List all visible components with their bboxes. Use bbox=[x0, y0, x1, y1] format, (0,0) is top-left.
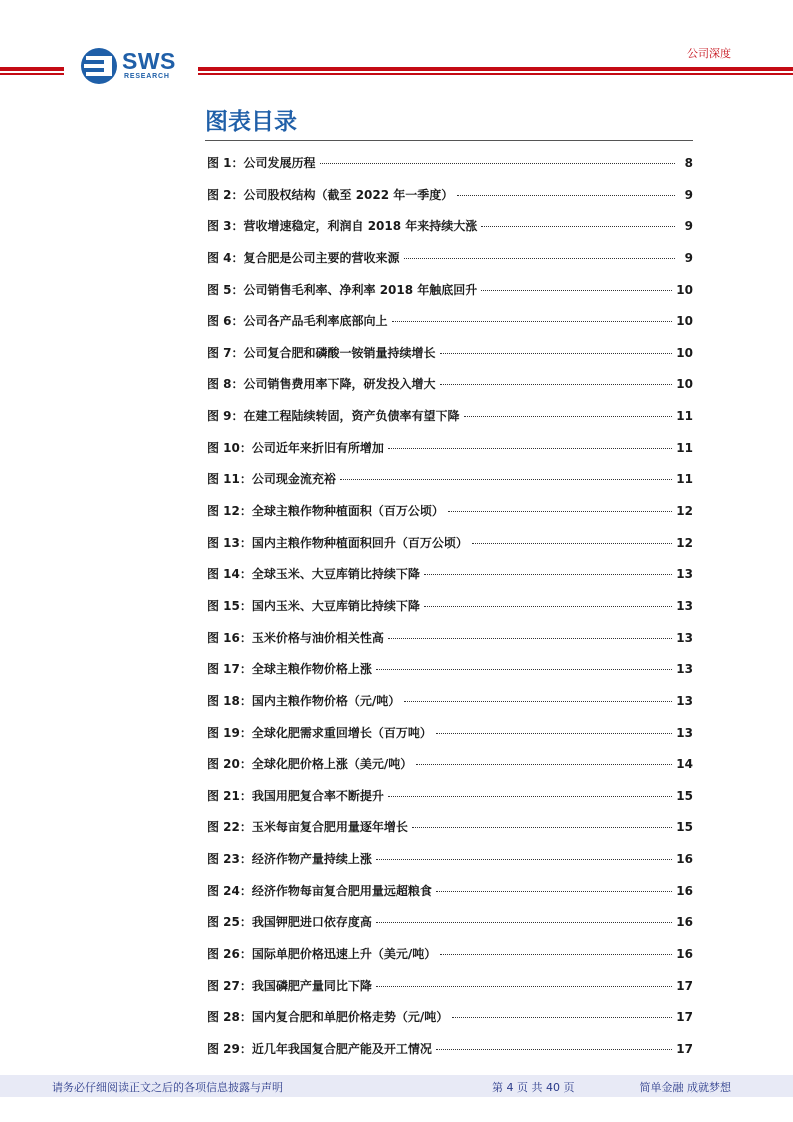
header-rule-right bbox=[198, 67, 793, 76]
toc-entry-page: 16 bbox=[676, 852, 693, 867]
toc-leader-dots bbox=[424, 606, 672, 607]
toc-entry-page: 11 bbox=[676, 440, 693, 455]
toc-entry[interactable] bbox=[207, 718, 693, 750]
toc-entry-label: 图 25：我国钾肥进口依存度高 bbox=[207, 915, 372, 930]
toc-entry-page: 16 bbox=[676, 947, 693, 962]
toc-entry-page: 17 bbox=[676, 978, 693, 993]
toc-entry-page: 11 bbox=[676, 472, 693, 487]
toc-entry-page: 12 bbox=[676, 504, 693, 519]
toc-entry-page: 8 bbox=[684, 156, 693, 170]
title-divider bbox=[205, 140, 693, 141]
toc-entry-label: 图 14：全球玉米、大豆库销比持续下降 bbox=[207, 567, 420, 582]
toc-leader-dots bbox=[440, 954, 672, 955]
toc-entry[interactable] bbox=[207, 148, 693, 180]
toc-leader-dots bbox=[404, 701, 672, 702]
toc-entry[interactable] bbox=[207, 211, 693, 243]
toc-leader-dots bbox=[481, 290, 672, 291]
toc-leader-dots bbox=[340, 479, 672, 480]
toc-entry-label: 图 19：全球化肥需求重回增长（百万吨） bbox=[207, 725, 432, 740]
toc-leader-dots bbox=[464, 416, 673, 417]
toc-entry[interactable] bbox=[207, 464, 693, 496]
toc-entry-label: 图 26：国际单肥价格迅速上升（美元/吨） bbox=[207, 947, 437, 962]
toc-leader-dots bbox=[392, 321, 673, 322]
toc-entry-label: 图 29：近几年我国复合肥产能及开工情况 bbox=[207, 1041, 432, 1056]
toc-entry-label: 图 9：在建工程陆续转固，资产负债率有望下降 bbox=[207, 409, 460, 424]
toc-entry-label: 图 23：经济作物产量持续上涨 bbox=[207, 852, 372, 867]
toc-entry-label: 图 1：公司发展历程 bbox=[207, 156, 316, 170]
toc-leader-dots bbox=[376, 669, 672, 670]
toc-entry-page: 13 bbox=[676, 567, 693, 582]
toc-entry-page: 9 bbox=[684, 219, 693, 234]
toc-entry-label: 图 22：玉米每亩复合肥用量逐年增长 bbox=[207, 820, 408, 835]
toc-entry[interactable] bbox=[207, 559, 693, 591]
toc-entry-label: 图 20：全球化肥价格上涨（美元/吨） bbox=[207, 757, 413, 772]
toc-entry-page: 11 bbox=[676, 409, 693, 424]
figure-toc-list bbox=[207, 148, 693, 1066]
toc-leader-dots bbox=[448, 511, 672, 512]
toc-leader-dots bbox=[440, 384, 673, 385]
toc-entry[interactable] bbox=[207, 939, 693, 971]
toc-entry-label: 图 10：公司近年来折旧有所增加 bbox=[207, 440, 384, 455]
toc-entry[interactable] bbox=[207, 812, 693, 844]
toc-leader-dots bbox=[404, 258, 675, 259]
toc-leader-dots bbox=[376, 859, 672, 860]
toc-entry-page: 13 bbox=[676, 693, 693, 708]
toc-entry-label: 图 7：公司复合肥和磷酸一铵销量持续增长 bbox=[207, 345, 436, 360]
toc-leader-dots bbox=[320, 163, 675, 164]
toc-entry-label: 图 12：全球主粮作物种植面积（百万公顷） bbox=[207, 504, 444, 519]
toc-entry[interactable] bbox=[207, 433, 693, 465]
toc-entry-label: 图 16：玉米价格与油价相关性高 bbox=[207, 630, 384, 645]
toc-leader-dots bbox=[388, 796, 672, 797]
toc-leader-dots bbox=[472, 543, 672, 544]
toc-entry-page: 13 bbox=[676, 662, 693, 677]
toc-entry[interactable] bbox=[207, 180, 693, 212]
toc-entry[interactable] bbox=[207, 369, 693, 401]
toc-entry-page: 16 bbox=[676, 883, 693, 898]
logo-text: SWS bbox=[122, 48, 176, 74]
footer-slogan: 简单金融 成就梦想 bbox=[639, 1081, 731, 1094]
toc-entry-page: 17 bbox=[676, 1010, 693, 1025]
toc-entry-label: 图 21：我国用肥复合率不断提升 bbox=[207, 788, 384, 803]
header-rule-left bbox=[0, 67, 64, 76]
toc-entry[interactable] bbox=[207, 1002, 693, 1034]
toc-entry[interactable] bbox=[207, 686, 693, 718]
toc-entry-label: 图 13：国内主粮作物种植面积回升（百万公顷） bbox=[207, 535, 468, 550]
toc-entry[interactable] bbox=[207, 496, 693, 528]
toc-entry-label: 图 17：全球主粮作物价格上涨 bbox=[207, 662, 372, 677]
toc-leader-dots bbox=[412, 827, 672, 828]
toc-leader-dots bbox=[436, 733, 672, 734]
toc-entry[interactable] bbox=[207, 401, 693, 433]
toc-entry-page: 15 bbox=[676, 820, 693, 835]
toc-entry[interactable] bbox=[207, 1034, 693, 1066]
toc-leader-dots bbox=[481, 226, 675, 227]
toc-entry-label: 图 28：国内复合肥和单肥价格走势（元/吨） bbox=[207, 1010, 449, 1025]
toc-entry-label: 图 5：公司销售毛利率、净利率 2018 年触底回升 bbox=[207, 282, 478, 297]
toc-leader-dots bbox=[440, 353, 673, 354]
sws-logo bbox=[80, 47, 184, 85]
toc-entry[interactable] bbox=[207, 876, 693, 908]
toc-entry-page: 10 bbox=[676, 314, 693, 329]
toc-entry-page: 14 bbox=[676, 757, 693, 772]
toc-entry[interactable] bbox=[207, 781, 693, 813]
toc-entry[interactable] bbox=[207, 654, 693, 686]
sws-globe-icon bbox=[80, 47, 118, 85]
toc-leader-dots bbox=[436, 1049, 672, 1050]
footer-page-info: 第 4 页 共 40 页 bbox=[492, 1081, 575, 1094]
toc-entry-label: 图 3：营收增速稳定，利润自 2018 年来持续大涨 bbox=[207, 219, 478, 234]
toc-entry-page: 10 bbox=[676, 377, 693, 392]
toc-leader-dots bbox=[376, 922, 672, 923]
toc-entry-page: 13 bbox=[676, 598, 693, 613]
toc-entry[interactable] bbox=[207, 338, 693, 370]
logo-subtext: RESEARCH bbox=[124, 73, 170, 80]
toc-entry-label: 图 11：公司现金流充裕 bbox=[207, 472, 336, 487]
toc-entry[interactable] bbox=[207, 306, 693, 338]
toc-entry-page: 16 bbox=[676, 915, 693, 930]
toc-entry-page: 9 bbox=[684, 250, 693, 265]
toc-leader-dots bbox=[424, 574, 672, 575]
toc-entry[interactable] bbox=[207, 591, 693, 623]
toc-entry[interactable] bbox=[207, 623, 693, 655]
toc-entry-page: 13 bbox=[676, 725, 693, 740]
toc-entry[interactable] bbox=[207, 275, 693, 307]
toc-entry-label: 图 15：国内玉米、大豆库销比持续下降 bbox=[207, 598, 420, 613]
toc-entry[interactable] bbox=[207, 243, 693, 275]
report-type-label: 公司深度 bbox=[687, 47, 731, 60]
toc-entry-label: 图 24：经济作物每亩复合肥用量远超粮食 bbox=[207, 883, 432, 898]
toc-entry-page: 10 bbox=[676, 345, 693, 360]
toc-entry[interactable] bbox=[207, 749, 693, 781]
footer-disclaimer[interactable]: 请务必仔细阅读正文之后的各项信息披露与声明 bbox=[52, 1081, 283, 1094]
toc-entry-page: 13 bbox=[676, 630, 693, 645]
toc-entry-page: 10 bbox=[676, 282, 693, 297]
toc-leader-dots bbox=[376, 986, 672, 987]
toc-entry-label: 图 6：公司各产品毛利率底部向上 bbox=[207, 314, 388, 329]
toc-entry[interactable] bbox=[207, 971, 693, 1003]
page-footer bbox=[0, 1075, 793, 1097]
toc-entry[interactable] bbox=[207, 907, 693, 939]
toc-entry[interactable] bbox=[207, 844, 693, 876]
toc-entry-label: 图 8：公司销售费用率下降，研发投入增大 bbox=[207, 377, 436, 392]
toc-entry-label: 图 27：我国磷肥产量同比下降 bbox=[207, 978, 372, 993]
page-title: 图表目录 bbox=[205, 109, 297, 135]
toc-leader-dots bbox=[416, 764, 672, 765]
toc-entry-label: 图 4：复合肥是公司主要的营收来源 bbox=[207, 250, 400, 265]
toc-entry-page: 9 bbox=[684, 187, 693, 202]
toc-entry-page: 17 bbox=[676, 1041, 693, 1056]
toc-leader-dots bbox=[436, 891, 672, 892]
toc-leader-dots bbox=[452, 1017, 672, 1018]
toc-leader-dots bbox=[388, 638, 672, 639]
toc-leader-dots bbox=[457, 195, 675, 196]
toc-entry-page: 15 bbox=[676, 788, 693, 803]
toc-entry[interactable] bbox=[207, 528, 693, 560]
toc-entry-label: 图 2：公司股权结构（截至 2022 年一季度） bbox=[207, 187, 454, 202]
toc-entry-label: 图 18：国内主粮作物价格（元/吨） bbox=[207, 693, 401, 708]
toc-entry-page: 12 bbox=[676, 535, 693, 550]
toc-leader-dots bbox=[388, 448, 672, 449]
